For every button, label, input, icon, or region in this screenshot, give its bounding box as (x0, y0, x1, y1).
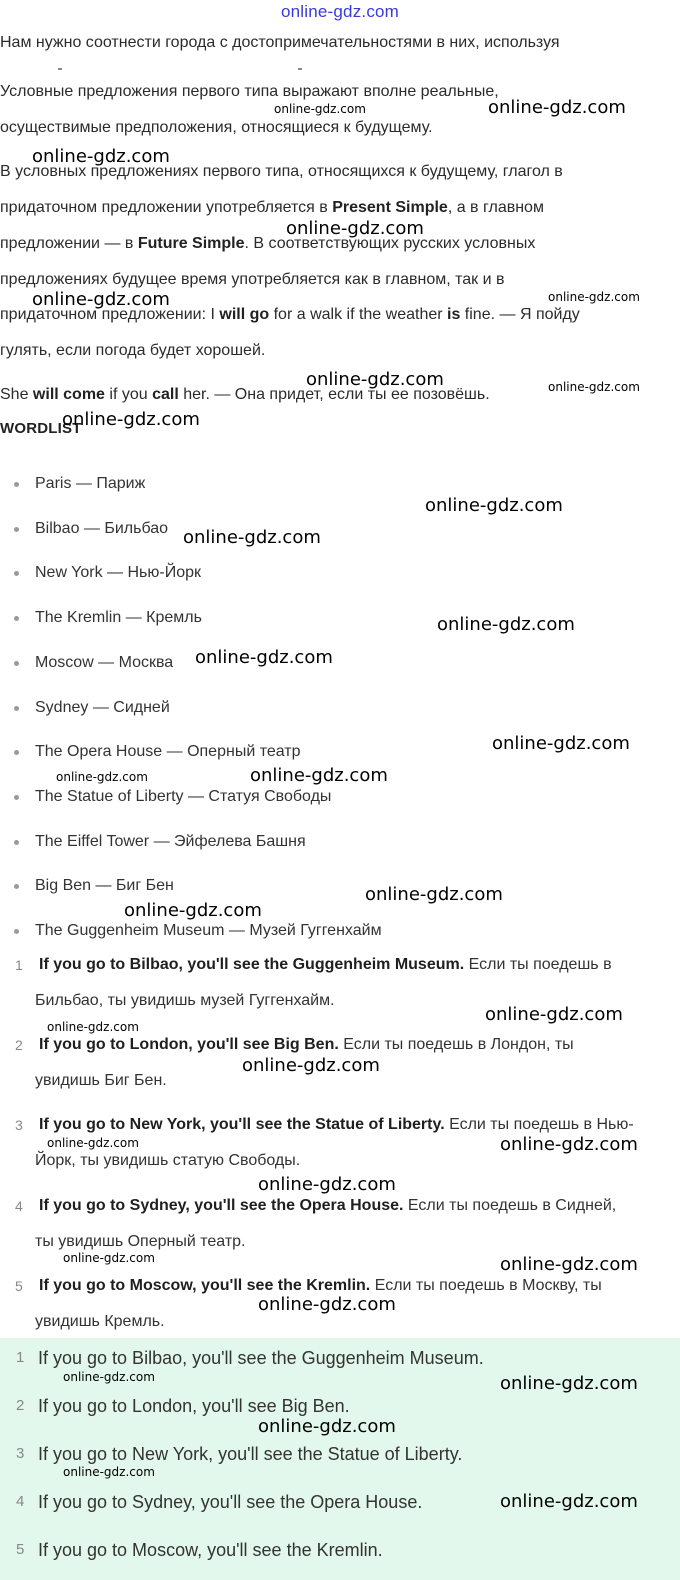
intro-line: Нам нужно соотнести города с достопримечательностями в них, используя (0, 34, 560, 51)
watermark: online-gdz.com (258, 1416, 396, 1437)
paragraph-line: предложении — в Future Simple. В соответствующих русских условных (0, 235, 536, 252)
answer-english: If you go to Sydney, you'll see the Opera House. (39, 1197, 404, 1214)
bullet-icon (14, 795, 19, 800)
watermark: online-gdz.com (242, 1055, 380, 1076)
watermark: online-gdz.com (47, 1136, 139, 1150)
paragraph-line: осуществимые предположения, относящиеся к будущему. (0, 119, 433, 136)
watermark: online-gdz.com (425, 495, 563, 516)
watermark: online-gdz.com (183, 527, 321, 548)
watermark: online-gdz.com (63, 1465, 155, 1479)
watermark: online-gdz.com (63, 1370, 155, 1384)
item-number: 5 (16, 1541, 25, 1558)
answer-translation: Йорк, ты увидишь статую Свободы. (35, 1152, 301, 1169)
watermark: online-gdz.com (274, 102, 366, 116)
wordlist-title: WORDLIST (0, 420, 82, 437)
watermark: online-gdz.com (63, 1251, 155, 1265)
watermark: online-gdz.com (500, 1491, 638, 1512)
answer-translation: увидишь Кремль. (35, 1313, 165, 1330)
paragraph-line: Условные предложения первого типа выражают вполне реальные, (0, 83, 499, 100)
answer-english: If you go to New York, you'll see the Statue of Liberty. (39, 1116, 445, 1133)
item-number: 4 (16, 1493, 25, 1510)
watermark: online-gdz.com (492, 733, 630, 754)
paragraph-line: предложениях будущее время употребляется как в главном, так и в (0, 271, 505, 288)
bullet-icon (14, 482, 19, 487)
paragraph-line: гулять, если погода будет хорошей. (0, 342, 266, 359)
watermark: online-gdz.com (548, 380, 640, 394)
bullet-icon (14, 750, 19, 755)
watermark: online-gdz.com (258, 1294, 396, 1315)
watermark: online-gdz.com (286, 218, 424, 239)
watermark: online-gdz.com (500, 1134, 638, 1155)
paragraph-line: придаточном предложении: I will go for a walk if the weather is fine. — Я пойду (0, 306, 580, 323)
cropped-text-line (58, 68, 308, 71)
answer-english: If you go to London, you'll see Big Ben. (39, 1036, 339, 1053)
bold-term: Future Simple (137, 235, 245, 252)
answer-english: If you go to Bilbao, you'll see the Guggenheim Museum. (39, 956, 465, 973)
watermark: online-gdz.com (124, 900, 262, 921)
watermark: online-gdz.com (250, 765, 388, 786)
bullet-icon (14, 884, 19, 889)
bold-term: Present Simple (332, 199, 448, 216)
watermark: online-gdz.com (195, 647, 333, 668)
watermark: online-gdz.com (32, 146, 170, 167)
item-number: 2 (15, 1037, 23, 1053)
bullet-icon (14, 661, 19, 666)
header-watermark: online-gdz.com (280, 2, 400, 21)
answer-translation: ты увидишь Оперный театр. (35, 1233, 246, 1250)
bullet-icon (14, 571, 19, 576)
item-number: 3 (15, 1117, 23, 1133)
paragraph-line: придаточном предложении употребляется в Present Simple, а в главном (0, 199, 544, 216)
watermark: online-gdz.com (437, 614, 575, 635)
bullet-icon (14, 706, 19, 711)
bullet-icon (14, 527, 19, 532)
watermark: online-gdz.com (56, 770, 148, 784)
watermark: online-gdz.com (47, 1020, 139, 1034)
answer-translation: увидишь Биг Бен. (35, 1072, 167, 1089)
watermark: online-gdz.com (488, 97, 626, 118)
watermark: online-gdz.com (365, 884, 503, 905)
watermark: online-gdz.com (32, 289, 170, 310)
item-number: 2 (16, 1397, 25, 1414)
example-sentence: She will come if you call her. — Она придет, если ты ее позовёшь. (0, 386, 490, 403)
bullet-icon (14, 929, 19, 934)
bullet-icon (14, 616, 19, 621)
watermark: online-gdz.com (258, 1174, 396, 1195)
watermark: online-gdz.com (485, 1004, 623, 1025)
watermark: online-gdz.com (500, 1373, 638, 1394)
watermark: online-gdz.com (62, 409, 200, 430)
watermark: online-gdz.com (500, 1254, 638, 1275)
watermark: online-gdz.com (306, 369, 444, 390)
answer-translation: Бильбао, ты увидишь музей Гуггенхайм. (35, 992, 335, 1009)
item-number: 5 (15, 1278, 23, 1294)
paragraph-line: В условных предложениях первого типа, относящихся к будущему, глагол в (0, 163, 563, 180)
bullet-icon (14, 840, 19, 845)
item-number: 1 (15, 957, 23, 973)
item-number: 3 (16, 1445, 25, 1462)
answer-english: If you go to Moscow, you'll see the Kremlin. (39, 1277, 371, 1294)
item-number: 1 (16, 1349, 25, 1366)
watermark: online-gdz.com (548, 290, 640, 304)
item-number: 4 (15, 1198, 23, 1214)
